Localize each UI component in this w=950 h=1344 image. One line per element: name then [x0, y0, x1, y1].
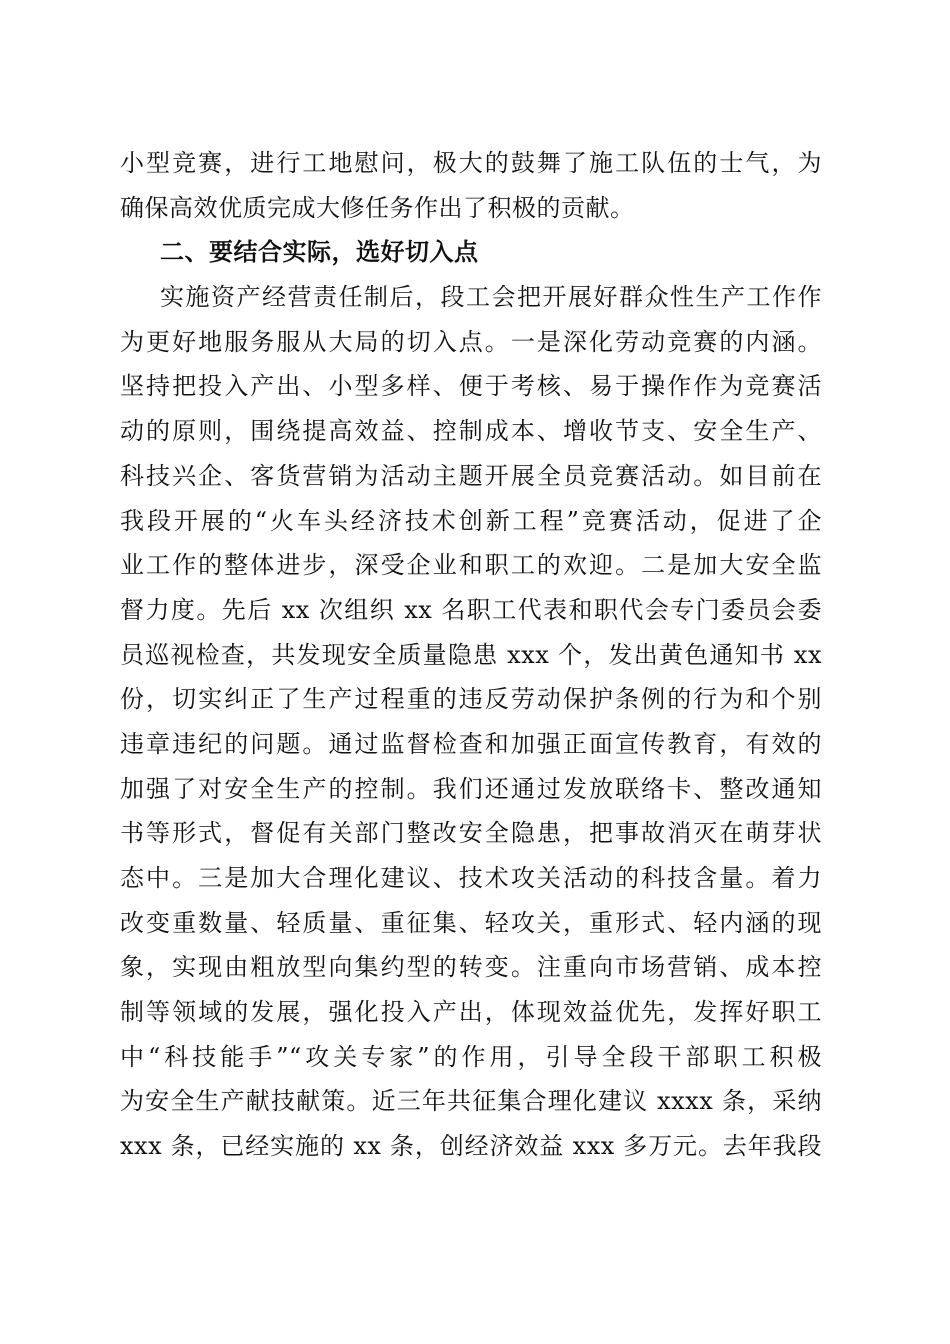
document-page	[120, 146, 822, 1174]
paragraph-line: 为更好地服务服从大局的切入点。一是深化劳动竞赛的内涵。	[120, 327, 822, 356]
paragraph-line: 确保高效优质完成大修任务作出了积极的贡献。	[120, 193, 635, 222]
paragraph-line: 象，实现由粗放型向集约型的转变。注重向市场营销、成本控	[120, 953, 822, 982]
paragraph-line: 业工作的整体进步，深受企业和职工的欢迎。二是加大安全监	[120, 551, 822, 580]
paragraph-line: 坚持把投入产出、小型多样、便于考核、易于操作作为竞赛活	[120, 372, 822, 401]
paragraph-line: 为安全生产献技献策。近三年共征集合理化建议 xxxx 条，采纳	[120, 1087, 822, 1116]
paragraph-line: 督力度。先后 xx 次组织 xx 名职工代表和职代会专门委员会委	[120, 595, 822, 624]
paragraph-line: 加强了对安全生产的控制。我们还通过发放联络卡、整改通知	[120, 774, 822, 803]
paragraph-line: 科技兴企、客货营销为活动主题开展全员竞赛活动。如目前在	[120, 461, 822, 490]
paragraph-line: 中“科技能手”“攻关专家”的作用，引导全段干部职工积极	[120, 1042, 822, 1071]
paragraph-line: 份，切实纠正了生产过程重的违反劳动保护条例的行为和个别	[120, 685, 822, 714]
section-heading: 二、要结合实际，选好切入点	[160, 238, 479, 267]
paragraph-line: 小型竞赛，进行工地慰问，极大的鼓舞了施工队伍的士气，为	[120, 149, 822, 177]
paragraph-line: 动的原则，围绕提高效益、控制成本、增收节支、安全生产、	[120, 417, 822, 446]
paragraph-line: 书等形式，督促有关部门整改安全隐患，把事故消灭在萌芽状	[120, 819, 822, 848]
paragraph-line: 员巡视检查，共发现安全质量隐患 xxx 个，发出黄色通知书 xx	[120, 640, 822, 669]
paragraph-line: 实施资产经营责任制后，段工会把开展好群众性生产工作作	[160, 283, 822, 312]
paragraph-line: 违章违纪的问题。通过监督检查和加强正面宣传教育，有效的	[120, 729, 822, 758]
paragraph-line: xxx 条，已经实施的 xx 条，创经济效益 xxx 多万元。去年我段	[120, 1132, 822, 1161]
paragraph-line: 态中。三是加大合理化建议、技术攻关活动的科技含量。着力	[120, 864, 822, 892]
paragraph-line: 改变重数量、轻质量、重征集、轻攻关，重形式、轻内涵的现	[120, 908, 822, 937]
paragraph-line: 我段开展的“火车头经济技术创新工程”竞赛活动，促进了企	[120, 506, 822, 535]
paragraph-line: 制等领域的发展，强化投入产出，体现效益优先，发挥好职工	[120, 998, 822, 1027]
